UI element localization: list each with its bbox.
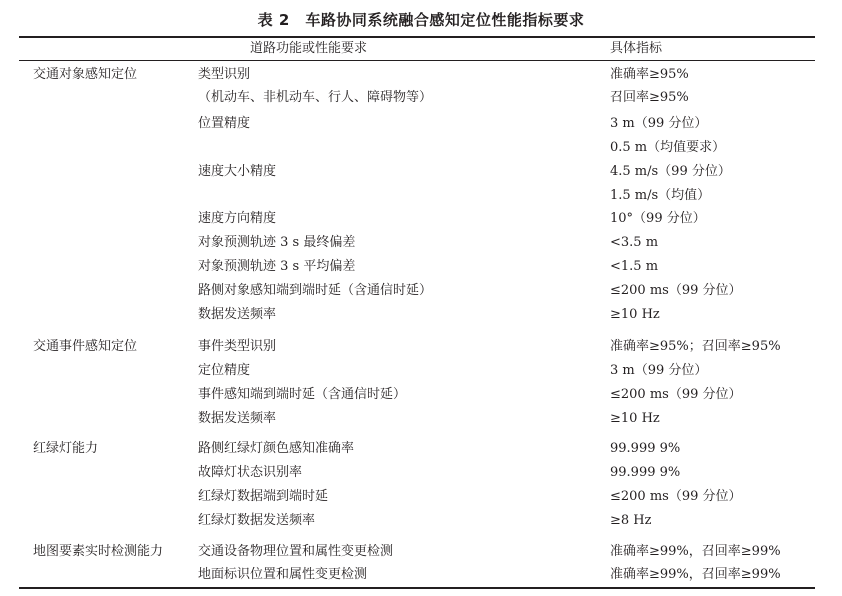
row-requirement: 对象预测轨迹 3 s 平均偏差 [198,259,356,274]
header-indicator: 具体指标 [610,41,663,56]
table-bottom-rule [19,587,815,589]
row-requirement: 对象预测轨迹 3 s 最终偏差 [198,235,356,250]
row-requirement: 数据发送频率 [198,411,277,426]
row-indicator: ≥10 Hz [610,307,660,322]
row-indicator: 10°（99 分位） [610,211,706,226]
row-requirement: 类型识别 [198,67,251,82]
row-indicator: 3 m（99 分位） [610,116,708,131]
row-requirement: 速度大小精度 [198,164,277,179]
row-requirement: 路侧对象感知端到端时延（含通信时延） [198,283,433,298]
row-requirement: 路侧红绿灯颜色感知准确率 [198,441,355,456]
table-title: 表 2 车路协同系统融合感知定位性能指标要求 [257,11,585,29]
row-requirement: 红绿灯数据发送频率 [198,513,316,528]
row-indicator: ≥8 Hz [610,513,652,528]
row-requirement: 红绿灯数据端到端时延 [198,489,329,504]
row-indicator: 准确率≥99%，召回率≥99% [610,567,781,582]
row-requirement: 地面标识位置和属性变更检测 [198,567,368,582]
row-requirement: 速度方向精度 [198,211,277,226]
row-indicator: ≥10 Hz [610,411,660,426]
row-requirement: 事件类型识别 [198,339,277,354]
row-category: 地图要素实时检测能力 [33,544,164,559]
row-indicator: 准确率≥95%；召回率≥95% [610,339,781,354]
row-indicator: 99.999 9% [610,441,681,456]
row-indicator: 1.5 m/s（均值） [610,188,711,203]
row-indicator: <1.5 m [610,259,659,274]
row-indicator: ≤200 ms（99 分位） [610,489,742,504]
table-header-rule [19,60,815,61]
row-requirement: 故障灯状态识别率 [198,465,303,480]
row-requirement: 数据发送频率 [198,307,277,322]
row-indicator: 99.999 9% [610,465,681,480]
row-requirement: 事件感知端到端时延（含通信时延） [198,387,407,402]
row-indicator: 3 m（99 分位） [610,363,708,378]
row-indicator: 召回率≥95% [610,90,689,105]
row-requirement: 定位精度 [198,363,251,378]
row-category: 红绿灯能力 [33,441,99,456]
row-requirement: 位置精度 [198,116,251,131]
row-category: 交通事件感知定位 [33,339,138,354]
row-indicator: ≤200 ms（99 分位） [610,387,742,402]
row-indicator: 0.5 m（均值要求） [610,140,726,155]
row-requirement: 交通设备物理位置和属性变更检测 [198,544,394,559]
row-category: 交通对象感知定位 [33,67,138,82]
row-indicator: 准确率≥99%，召回率≥99% [610,544,781,559]
row-indicator: <3.5 m [610,235,659,250]
row-indicator: 4.5 m/s（99 分位） [610,164,731,179]
header-requirement: 道路功能或性能要求 [250,41,368,56]
row-indicator: ≤200 ms（99 分位） [610,283,742,298]
row-requirement: （机动车、非机动车、行人、障碍物等） [198,90,433,105]
row-indicator: 准确率≥95% [610,67,689,82]
table-top-rule [19,36,815,38]
